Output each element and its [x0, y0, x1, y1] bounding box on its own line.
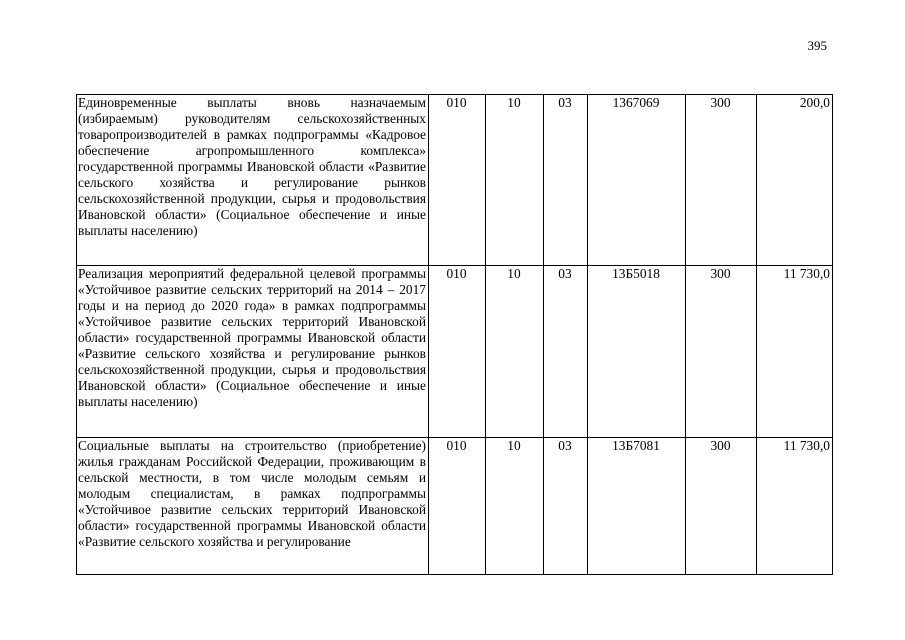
amount: 11 730,0 [757, 266, 833, 438]
subsection-code: 03 [544, 438, 588, 575]
expense-type-code: 300 [686, 438, 757, 575]
table-row [77, 95, 833, 266]
section-code: 10 [486, 438, 544, 575]
section-code: 10 [486, 95, 544, 266]
expense-description: Единовременные выплаты вновь назначаемым (избираемым) руководителям сельскохозяйственных товаропроизводителей в рамках подпрограммы «Кадровое обеспечение агропромышленного комплекса» государственной программы Ивановской области «Развитие сельского хозяйства и регулирование рынков сельскохозяйственной продукции, сырья и продовольствия Ивановской области» (Социальное обеспечение и иные выплаты населению) [77, 95, 429, 266]
ministry-code: 010 [429, 95, 486, 266]
table-row [77, 438, 833, 575]
budget-table [76, 94, 833, 575]
target-article-code: 13Б5018 [588, 266, 686, 438]
expense-description-cell [77, 438, 429, 575]
page-number: 395 [807, 38, 827, 53]
expense-type-code: 300 [686, 95, 757, 266]
expense-description: Реализация мероприятий федеральной целевой программы «Устойчивое развитие сельских территорий на 2014 – 2017 годы и на период до 2020 года» в рамках подпрограммы «Устойчивое развитие сельских территорий Ивановской области» государственной программы Ивановской области «Развитие сельского хозяйства и регулирование рынков сельскохозяйственной продукции, сырья и продовольствия Ивановской области» (Социальное обеспечение и иные выплаты населению) [77, 266, 429, 438]
section-code: 10 [486, 266, 544, 438]
ministry-code: 010 [429, 266, 486, 438]
expense-description: Социальные выплаты на строительство (приобретение) жилья гражданам Российской Федерации, проживающим в сельской местности, в том числе молодым семьям и молодым специалистам, в рамках подпрограммы «Устойчивое развитие сельских территорий Ивановской области» государственной программы Ивановской области «Развитие сельского хозяйства и регулирование [78, 438, 426, 549]
target-article-code: 1367069 [588, 95, 686, 266]
ministry-code: 010 [429, 438, 486, 575]
subsection-code: 03 [544, 266, 588, 438]
subsection-code: 03 [544, 95, 588, 266]
target-article-code: 13Б7081 [588, 438, 686, 575]
expense-type-code: 300 [686, 266, 757, 438]
table-row [77, 266, 833, 438]
amount: 11 730,0 [757, 438, 833, 575]
amount: 200,0 [757, 95, 833, 266]
